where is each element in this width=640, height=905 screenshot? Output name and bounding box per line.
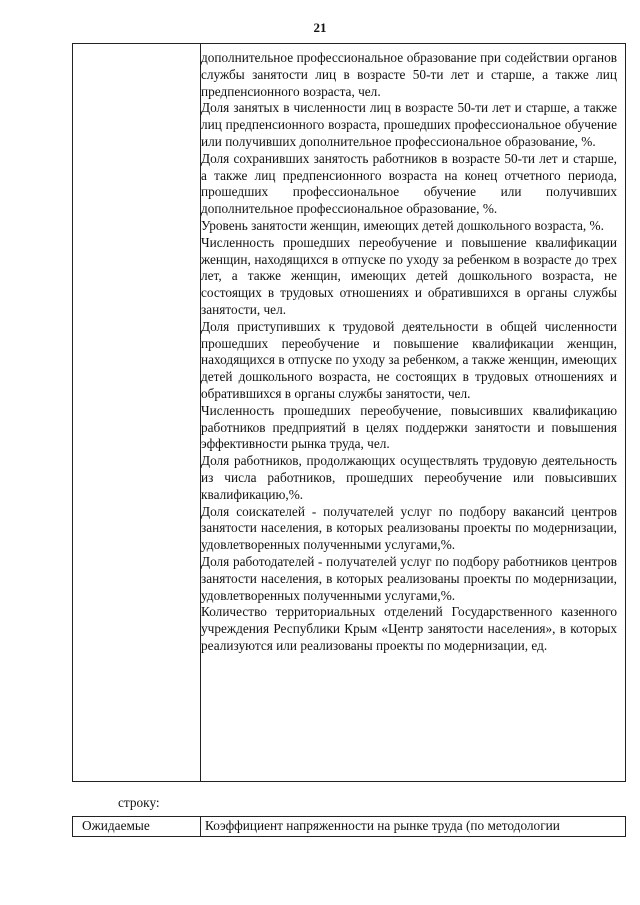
indicator-item: Доля приступивших к трудовой деятельности в общей численности прошедших переобучение и повышение квалификации женщин, находящихся в отпуске по уходу за ребенком, а также женщин, имеющих детей дошкольного возраста, не состоящих в трудовых отношениях и обратившихся в органы службы занятости, чел.	[201, 318, 617, 401]
indicator-item: Численность прошедших переобучение и повышение квалификации женщин, находящихся в отпуске по уходу за ребенком в возрасте до трех лет, а также женщин, имеющих детей дошкольного возраста, не состоящих в трудовых отношениях и обратившихся в органы службы занятости, чел.	[201, 234, 617, 317]
indicator-item: дополнительное профессиональное образование при содействии органов службы занятости лиц в возрасте 50-ти лет и старше, а также лиц предпенсионного возраста, чел.	[201, 50, 617, 99]
indicator-item: Доля сохранивших занятость работников в возрасте 50-ти лет и старше, а также лиц предпенсионного возраста на конец отчетного периода, прошедших профессиональное обучение или получивших дополнительное профессиональное образование, %.	[201, 150, 617, 217]
indicator-item: Численность прошедших переобучение, повысивших квалификацию работников предприятий в целях поддержки занятости и повышения эффективности рынка труда, чел.	[201, 402, 617, 452]
row-content: Коэффициент напряженности на рынке труда (по методологии	[205, 818, 560, 833]
indicator-item: Уровень занятости женщин, имеющих детей дошкольного возраста, %.	[201, 217, 604, 233]
indicator-item: Количество территориальных отделений Государственного казенного учреждения Республики Крым «Центр занятости населения», в которых реализуются или реализованы проекты по модернизации, ед.	[201, 604, 617, 653]
indicators-table	[72, 43, 626, 782]
indicator-list	[201, 50, 617, 655]
page-number: 21	[313, 20, 327, 35]
column-divider	[200, 817, 201, 836]
indicator-item: Доля занятых в численности лиц в возрасте 50-ти лет и старше, а также лиц предпенсионного возраста, прошедших профессиональное обучение или получивших дополнительное профессиональное образование, %.	[201, 100, 617, 149]
indicator-item: Доля работников, продолжающих осуществлять трудовую деятельность из числа работников, прошедших переобучение или повысивших квалификацию,%.	[201, 453, 617, 502]
bottom-table-row	[72, 816, 626, 837]
row-label: Ожидаемые	[82, 818, 150, 833]
indicator-item: Доля работодателей - получателей услуг по подбору работников центров занятости населения, в которых реализованы проекты по модернизации, удовлетворенных полученными услугами,%.	[201, 553, 617, 603]
stroku-label: строку:	[118, 795, 160, 810]
indicator-item: Доля соискателей - получателей услуг по подбору вакансий центров занятости населения, в которых реализованы проекты по модернизации, удовлетворенных полученными услугами,%.	[201, 503, 617, 553]
